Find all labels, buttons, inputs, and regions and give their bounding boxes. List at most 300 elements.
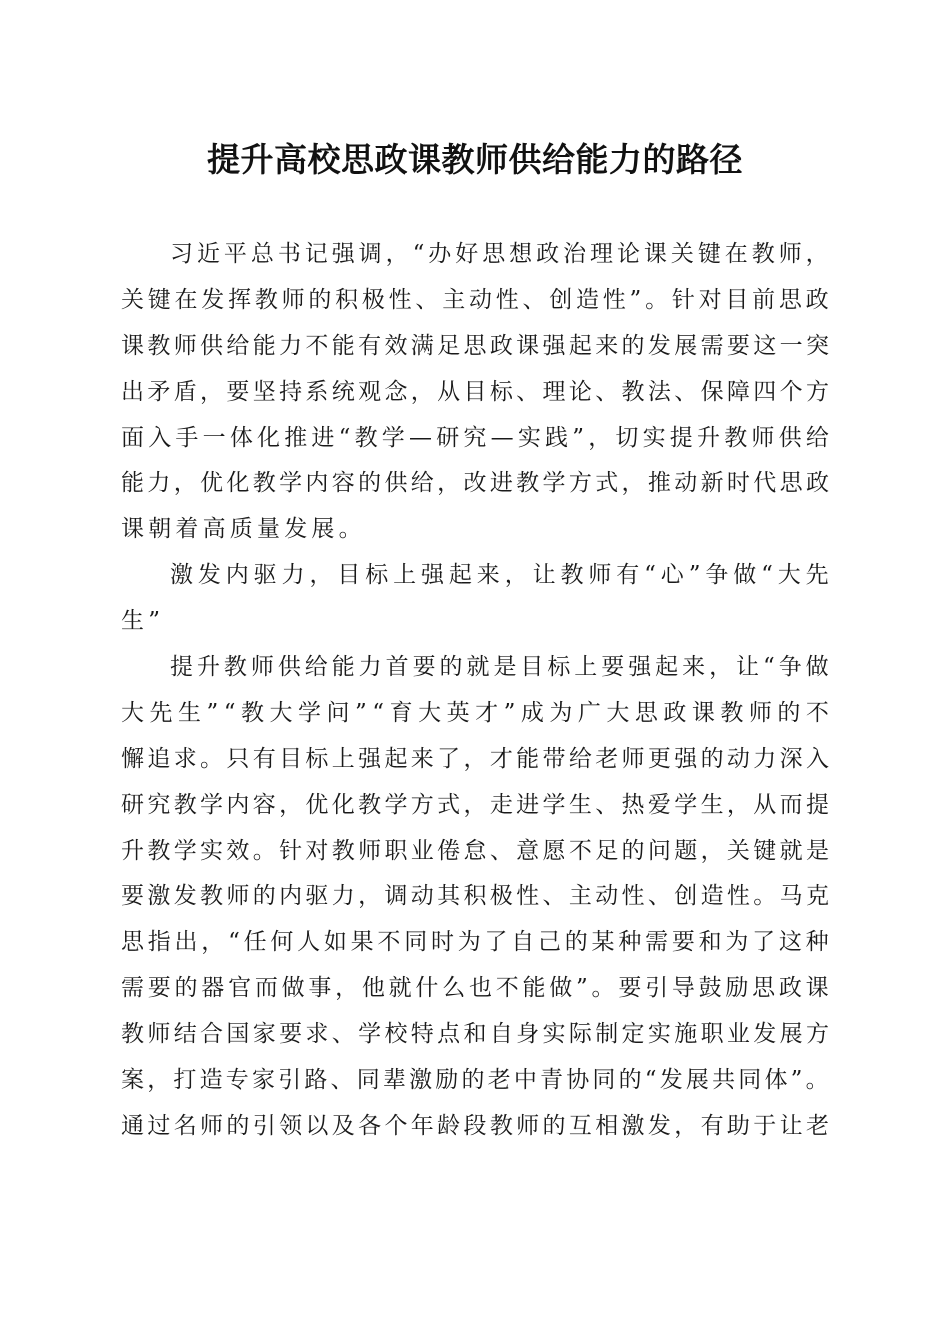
glyph: 教 [354, 424, 378, 451]
glyph: ” [576, 975, 588, 1002]
glyph: 针 [671, 286, 695, 313]
glyph: 懈 [121, 745, 144, 772]
glyph: 让 [779, 1112, 803, 1139]
glyph: 盾 [173, 378, 197, 405]
glyph: 践 [545, 424, 569, 451]
glyph: 体 [764, 1067, 788, 1094]
text-line [121, 416, 829, 462]
glyph: 马 [779, 883, 803, 910]
glyph: 积 [335, 286, 359, 313]
text-line [121, 966, 829, 1012]
glyph: 特 [410, 1021, 434, 1048]
glyph: 究 [463, 424, 487, 451]
glyph: 的 [461, 1067, 485, 1094]
glyph: 才 [489, 745, 513, 772]
glyph: 力 [358, 654, 382, 681]
glyph: 来 [595, 332, 619, 359]
glyph: 及 [331, 1112, 355, 1139]
glyph: 关 [726, 837, 750, 864]
glyph: 要 [601, 654, 625, 681]
glyph: 教 [200, 883, 224, 910]
glyph: 驱 [253, 562, 277, 589]
glyph: 发 [647, 1112, 671, 1139]
glyph: 要 [226, 378, 250, 405]
glyph: 动 [674, 470, 698, 497]
glyph: 优 [200, 470, 224, 497]
glyph: 不 [305, 332, 329, 359]
glyph: 、 [489, 837, 513, 864]
glyph: ， [674, 1112, 698, 1139]
glyph: 。 [753, 883, 777, 910]
glyph: 要 [726, 332, 750, 359]
glyph: 提 [805, 791, 829, 818]
glyph: 供 [277, 654, 301, 681]
glyph: 展 [779, 1021, 803, 1048]
glyph: 需 [121, 975, 144, 1002]
glyph: ， [410, 378, 434, 405]
glyph: 起 [384, 745, 408, 772]
glyph: 师 [516, 1112, 540, 1139]
glyph: 让 [736, 654, 760, 681]
glyph: 什 [415, 975, 439, 1002]
glyph: 研 [121, 791, 144, 818]
glyph: 来 [410, 745, 434, 772]
glyph: 相 [595, 1112, 619, 1139]
glyph: 不 [568, 837, 592, 864]
glyph: “ [644, 562, 656, 589]
glyph: 的 [564, 929, 588, 956]
glyph: 教 [724, 424, 748, 451]
glyph: 器 [201, 975, 225, 1002]
glyph: 生 [568, 791, 592, 818]
glyph: 性 [621, 883, 645, 910]
glyph: 思 [482, 241, 506, 267]
glyph: — [490, 424, 514, 451]
glyph: 成 [520, 699, 544, 726]
glyph: 好 [455, 241, 479, 267]
glyph: 化 [331, 791, 355, 818]
glyph: 新 [700, 470, 724, 497]
glyph: ， [463, 745, 487, 772]
glyph: 为 [457, 929, 481, 956]
glyph: 让 [532, 562, 556, 589]
glyph: 么 [442, 975, 466, 1002]
glyph: 何 [270, 929, 294, 956]
glyph: 式 [437, 791, 461, 818]
glyph: 改 [463, 470, 487, 497]
glyph: 造 [576, 286, 600, 313]
glyph: 先 [149, 699, 173, 726]
glyph: 效 [226, 837, 250, 864]
glyph: 的 [174, 975, 198, 1002]
glyph: 如 [323, 929, 347, 956]
glyph: 造 [199, 1067, 223, 1094]
glyph: 实 [647, 1021, 671, 1048]
glyph: 争 [705, 562, 729, 589]
glyph: 导 [671, 975, 695, 1002]
glyph: 求 [173, 745, 197, 772]
glyph: 师 [226, 883, 250, 910]
glyph: 更 [647, 745, 671, 772]
glyph: 克 [805, 883, 829, 910]
glyph: 足 [437, 332, 461, 359]
glyph: 的 [358, 470, 382, 497]
glyph: 标 [365, 562, 389, 589]
glyph: 做 [281, 975, 305, 1002]
glyph: 才 [475, 699, 499, 726]
glyph: — [409, 424, 432, 451]
glyph: 思 [779, 470, 803, 497]
glyph: 方 [805, 378, 829, 405]
glyph: ， [700, 837, 724, 864]
glyph: 一 [202, 424, 226, 451]
glyph: 创 [674, 883, 698, 910]
glyph: 实 [542, 1021, 566, 1048]
glyph: 突 [805, 332, 829, 359]
glyph: 案 [121, 1067, 144, 1094]
glyph: 需 [645, 929, 669, 956]
glyph: “ [223, 699, 236, 726]
glyph: 师 [748, 699, 772, 726]
glyph: 需 [700, 332, 724, 359]
glyph: 老 [487, 1067, 511, 1094]
glyph: 性 [602, 286, 626, 313]
glyph: 要 [671, 929, 695, 956]
glyph: 升 [121, 837, 144, 864]
glyph: 追 [147, 745, 171, 772]
glyph: 起 [448, 562, 472, 589]
glyph: 起 [655, 654, 679, 681]
glyph: 种 [618, 929, 642, 956]
text-line [121, 278, 829, 324]
glyph: 职 [384, 837, 408, 864]
glyph: 动 [410, 883, 434, 910]
glyph: 的 [542, 1112, 566, 1139]
glyph: 励 [435, 1067, 459, 1094]
glyph: 同 [356, 1067, 380, 1094]
glyph: 。 [200, 745, 224, 772]
glyph: 的 [621, 837, 645, 864]
glyph: 学 [674, 791, 698, 818]
text-line [121, 324, 829, 370]
glyph: 出 [174, 929, 198, 956]
glyph: 教 [331, 837, 355, 864]
glyph: 论 [616, 241, 640, 267]
glyph: 目 [520, 654, 544, 681]
glyph: 强 [674, 745, 698, 772]
glyph: 方 [410, 791, 434, 818]
glyph: 供 [200, 332, 224, 359]
glyph: ” [629, 286, 642, 313]
glyph: 性 [516, 883, 540, 910]
glyph: 发 [173, 883, 197, 910]
glyph: 力 [281, 562, 305, 589]
glyph: 理 [590, 241, 614, 267]
glyph: 起 [568, 332, 592, 359]
glyph: 点 [437, 1021, 461, 1048]
glyph: 倦 [437, 837, 461, 864]
glyph: 升 [196, 654, 220, 681]
glyph: 标 [305, 745, 329, 772]
glyph: 针 [279, 837, 303, 864]
glyph: 给 [410, 470, 434, 497]
glyph: 近 [196, 241, 220, 267]
glyph: ， [463, 791, 487, 818]
glyph: ， [335, 975, 359, 1002]
glyph: 容 [252, 791, 276, 818]
glyph: 实 [200, 837, 224, 864]
glyph: 课 [643, 241, 667, 267]
glyph: 际 [568, 1021, 592, 1048]
glyph: 挥 [228, 286, 252, 313]
glyph: 辈 [382, 1067, 406, 1094]
glyph: 合 [200, 1021, 224, 1048]
glyph: 人 [297, 929, 321, 956]
paragraph-section-heading [121, 553, 829, 645]
text-line [121, 1012, 829, 1058]
glyph: 教 [121, 1021, 144, 1048]
glyph: 名 [173, 1112, 197, 1139]
line-text: 课朝着高质量发展。 [121, 516, 366, 543]
glyph: 键 [753, 837, 777, 864]
glyph: 课 [805, 975, 829, 1002]
glyph: 上 [331, 745, 355, 772]
glyph: 强 [331, 241, 355, 267]
glyph: 师 [621, 745, 645, 772]
glyph: 进 [516, 791, 540, 818]
glyph: 学 [298, 699, 322, 726]
glyph: 实 [517, 424, 541, 451]
glyph: 老 [805, 1112, 829, 1139]
glyph: 学 [200, 791, 224, 818]
glyph: 展 [685, 1067, 709, 1094]
glyph: 容 [331, 470, 355, 497]
glyph: “ [762, 654, 775, 681]
glyph: ” [572, 424, 584, 451]
glyph: 课 [691, 699, 715, 726]
glyph: 化 [226, 470, 250, 497]
glyph: 发 [647, 332, 671, 359]
glyph: 学 [279, 470, 303, 497]
glyph: 教 [252, 470, 276, 497]
glyph: 创 [549, 286, 573, 313]
text-line [121, 874, 829, 920]
glyph: 学 [358, 1021, 382, 1048]
document-title: 提升高校思政课教师供给能力的路径 [207, 140, 743, 179]
glyph: 和 [698, 929, 722, 956]
glyph: 内 [279, 883, 303, 910]
glyph: “ [372, 699, 385, 726]
glyph: 广 [577, 699, 601, 726]
glyph: 师 [751, 424, 775, 451]
glyph: 问 [326, 699, 350, 726]
glyph: 发 [197, 562, 221, 589]
glyph: 。 [645, 286, 669, 313]
glyph: ， [309, 562, 333, 589]
glyph: 中 [513, 1067, 537, 1094]
glyph: 这 [778, 929, 802, 956]
glyph: 的 [777, 699, 801, 726]
glyph: 育 [389, 699, 413, 726]
glyph: 、 [516, 378, 540, 405]
glyph: 于 [753, 1112, 777, 1139]
glyph: 鼓 [698, 975, 722, 1002]
glyph: 发 [201, 286, 225, 313]
glyph: 时 [726, 470, 750, 497]
text-line [121, 507, 829, 553]
glyph: 强 [628, 654, 652, 681]
glyph: 课 [516, 332, 540, 359]
glyph: 力 [331, 883, 355, 910]
glyph: 供 [778, 424, 802, 451]
glyph: ， [621, 470, 645, 497]
glyph: 要 [279, 1021, 303, 1048]
glyph: 发 [659, 1067, 683, 1094]
glyph: ， [726, 791, 750, 818]
glyph: 矛 [147, 378, 171, 405]
glyph: 题 [674, 837, 698, 864]
glyph: 政 [805, 286, 829, 313]
glyph: 通 [121, 1112, 144, 1139]
glyph: 他 [361, 975, 385, 1002]
glyph: 习 [170, 241, 193, 267]
glyph: 的 [252, 883, 276, 910]
glyph: 定 [621, 1021, 645, 1048]
glyph: 对 [305, 837, 329, 864]
glyph: 来 [682, 654, 706, 681]
glyph: ， [358, 883, 382, 910]
glyph: 从 [437, 378, 461, 405]
glyph: 问 [647, 837, 671, 864]
glyph: 教 [241, 699, 265, 726]
glyph: 某 [591, 929, 615, 956]
glyph: 同 [738, 1067, 762, 1094]
glyph: 引 [645, 975, 669, 1002]
glyph: 主 [442, 286, 466, 313]
glyph: 坚 [252, 378, 276, 405]
glyph: 能 [121, 470, 144, 497]
glyph: 给 [805, 424, 829, 451]
glyph: 要 [412, 654, 436, 681]
text-line [121, 645, 829, 691]
glyph: 驱 [305, 883, 329, 910]
glyph: 标 [489, 378, 513, 405]
glyph: 优 [305, 791, 329, 818]
glyph: 先 [805, 562, 829, 589]
glyph: 家 [252, 1021, 276, 1048]
glyph: 思 [752, 975, 776, 1002]
glyph: 是 [805, 837, 829, 864]
glyph: ， [805, 241, 829, 267]
glyph: 己 [538, 929, 562, 956]
glyph: 、 [522, 286, 546, 313]
glyph: 自 [489, 1021, 513, 1048]
glyph: 果 [350, 929, 374, 956]
glyph: 过 [147, 1112, 171, 1139]
glyph: 共 [712, 1067, 736, 1094]
glyph: 有 [616, 562, 640, 589]
glyph: 了 [437, 745, 461, 772]
glyph: 大 [777, 562, 801, 589]
glyph: 是 [493, 654, 517, 681]
glyph: 做 [805, 654, 829, 681]
glyph: 思 [778, 286, 802, 313]
glyph: 师 [173, 332, 197, 359]
glyph: 事 [308, 975, 332, 1002]
glyph: 施 [674, 1021, 698, 1048]
glyph: 能 [522, 975, 546, 1002]
paragraph-section-body [121, 645, 829, 1150]
glyph: 力 [147, 470, 171, 497]
glyph: 关 [670, 241, 694, 267]
glyph: 段 [463, 1112, 487, 1139]
glyph: 、 [595, 378, 619, 405]
glyph: 力 [279, 332, 303, 359]
glyph: 各 [358, 1112, 382, 1139]
glyph: 强 [421, 562, 445, 589]
glyph: 的 [226, 1112, 250, 1139]
glyph: 指 [147, 929, 171, 956]
glyph: 发 [753, 1021, 777, 1048]
glyph: 内 [225, 562, 249, 589]
glyph: 时 [430, 929, 454, 956]
glyph: 了 [484, 929, 508, 956]
text-line [121, 1058, 829, 1104]
text-line [121, 232, 829, 278]
glyph: 、 [542, 883, 566, 910]
glyph: 意 [516, 837, 540, 864]
glyph: 理 [542, 378, 566, 405]
paragraph-intro [121, 232, 829, 553]
glyph: 能 [252, 332, 276, 359]
glyph: 年 [410, 1112, 434, 1139]
text-line [121, 370, 829, 416]
glyph: 想 [509, 241, 533, 267]
glyph: 而 [779, 791, 803, 818]
glyph: 校 [384, 1021, 408, 1048]
glyph: 教 [751, 241, 775, 267]
glyph: 手 [175, 424, 199, 451]
glyph: 办 [428, 241, 452, 267]
glyph: 师 [358, 837, 382, 864]
glyph: 励 [725, 975, 749, 1002]
glyph: “ [644, 1067, 657, 1094]
glyph: “ [338, 424, 351, 451]
glyph: 念 [384, 378, 408, 405]
glyph: 实 [642, 424, 666, 451]
glyph: 专 [225, 1067, 249, 1094]
glyph: 热 [621, 791, 645, 818]
glyph: 来 [476, 562, 500, 589]
glyph: 、 [647, 883, 671, 910]
glyph: 进 [311, 424, 335, 451]
glyph: 教 [358, 791, 382, 818]
glyph: 论 [568, 378, 592, 405]
glyph: 不 [805, 699, 829, 726]
glyph: 结 [173, 1021, 197, 1048]
glyph: 师 [281, 286, 305, 313]
glyph: ， [385, 241, 409, 267]
glyph: 不 [495, 975, 519, 1002]
glyph: 教 [621, 378, 645, 405]
glyph: 种 [805, 929, 829, 956]
glyph: 动 [595, 883, 619, 910]
glyph: ， [437, 470, 461, 497]
glyph: 目 [337, 562, 361, 589]
glyph: 教 [147, 837, 171, 864]
glyph: ， [504, 562, 528, 589]
glyph: 一 [779, 332, 803, 359]
